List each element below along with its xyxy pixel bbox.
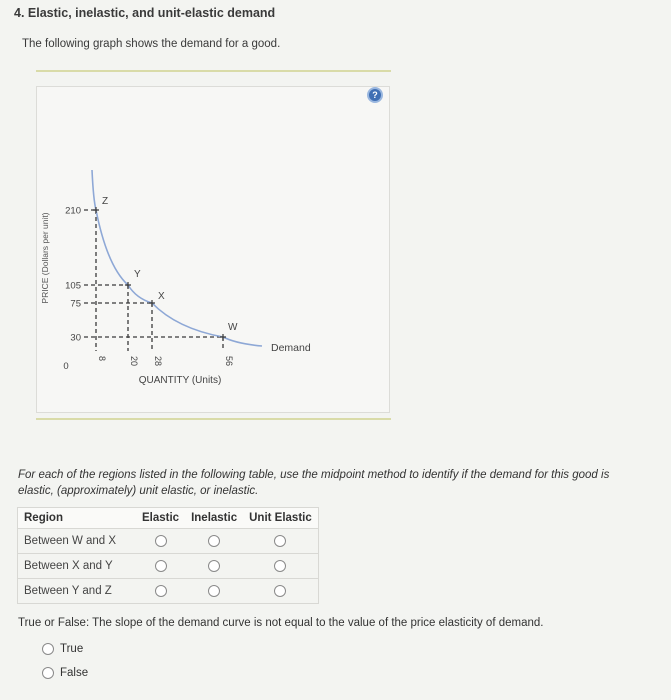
demand-curve [92, 170, 262, 346]
region-label: Between W and X [18, 529, 137, 554]
table-header-row [18, 508, 319, 529]
table-row [18, 529, 319, 554]
option-true[interactable] [42, 643, 83, 655]
y-tick-label: 210 [65, 205, 81, 217]
elasticity-table [17, 507, 319, 604]
y-tick-label: 30 [70, 332, 81, 344]
region-label: Between Y and Z [18, 579, 137, 604]
option-false-label: False [60, 667, 89, 679]
header-region: Region [18, 508, 137, 529]
radio-elastic-y-z[interactable] [155, 585, 167, 597]
header-elastic: Elastic [136, 508, 185, 529]
point-marker-w [220, 334, 226, 340]
radio-unit-elastic-x-y[interactable] [274, 560, 286, 572]
guide-lines [84, 210, 223, 351]
help-icon: ? [372, 90, 378, 100]
point-label-x: X [158, 291, 165, 302]
header-inelastic: Inelastic [185, 508, 243, 529]
y-axis-label: PRICE (Dollars per unit) [40, 212, 50, 304]
instructions-text: For each of the regions listed in the following table, use the midpoint method to identify if the demand for this good is elastic, (approximately) unit elastic, or inelastic. [18, 469, 610, 497]
x-axis-label: QUANTITY (Units) [138, 375, 222, 386]
x-tick-label: 56 [224, 356, 234, 367]
region-label: Between X and Y [18, 554, 137, 579]
option-true-label: True [60, 643, 84, 655]
radio-false[interactable] [42, 667, 54, 679]
true-false-question: True or False: The slope of the demand curve is not equal to the value of the price elasticity of demand. [18, 617, 544, 629]
divider-bottom [36, 418, 391, 420]
y-tick-label: 75 [70, 298, 81, 310]
radio-unit-elastic-y-z[interactable] [274, 585, 286, 597]
question-heading: 4. Elastic, inelastic, and unit-elastic demand [14, 6, 276, 20]
x-tick-label: 20 [129, 356, 139, 367]
point-label-y: Y [134, 269, 141, 280]
radio-elastic-w-x[interactable] [155, 535, 167, 547]
radio-inelastic-y-z[interactable] [208, 585, 220, 597]
radio-unit-elastic-w-x[interactable] [274, 535, 286, 547]
point-marker-z [93, 207, 99, 213]
point-label-z: Z [102, 196, 109, 207]
x-tick-label: 8 [97, 356, 107, 362]
question-intro: The following graph shows the demand for a good. [22, 38, 281, 50]
x-tick-label: 28 [153, 356, 163, 367]
option-false[interactable] [42, 667, 88, 679]
radio-inelastic-w-x[interactable] [208, 535, 220, 547]
radio-elastic-x-y[interactable] [155, 560, 167, 572]
table-row [18, 554, 319, 579]
chart-marks [63, 196, 310, 372]
header-unit-elastic: Unit Elastic [243, 508, 318, 529]
curve-label: Demand [271, 342, 311, 354]
point-label-w: W [228, 322, 238, 333]
x-tick-label: 0 [63, 361, 69, 372]
table-row [18, 579, 319, 604]
radio-true[interactable] [42, 643, 54, 655]
radio-inelastic-x-y[interactable] [208, 560, 220, 572]
y-tick-label: 105 [65, 280, 81, 292]
